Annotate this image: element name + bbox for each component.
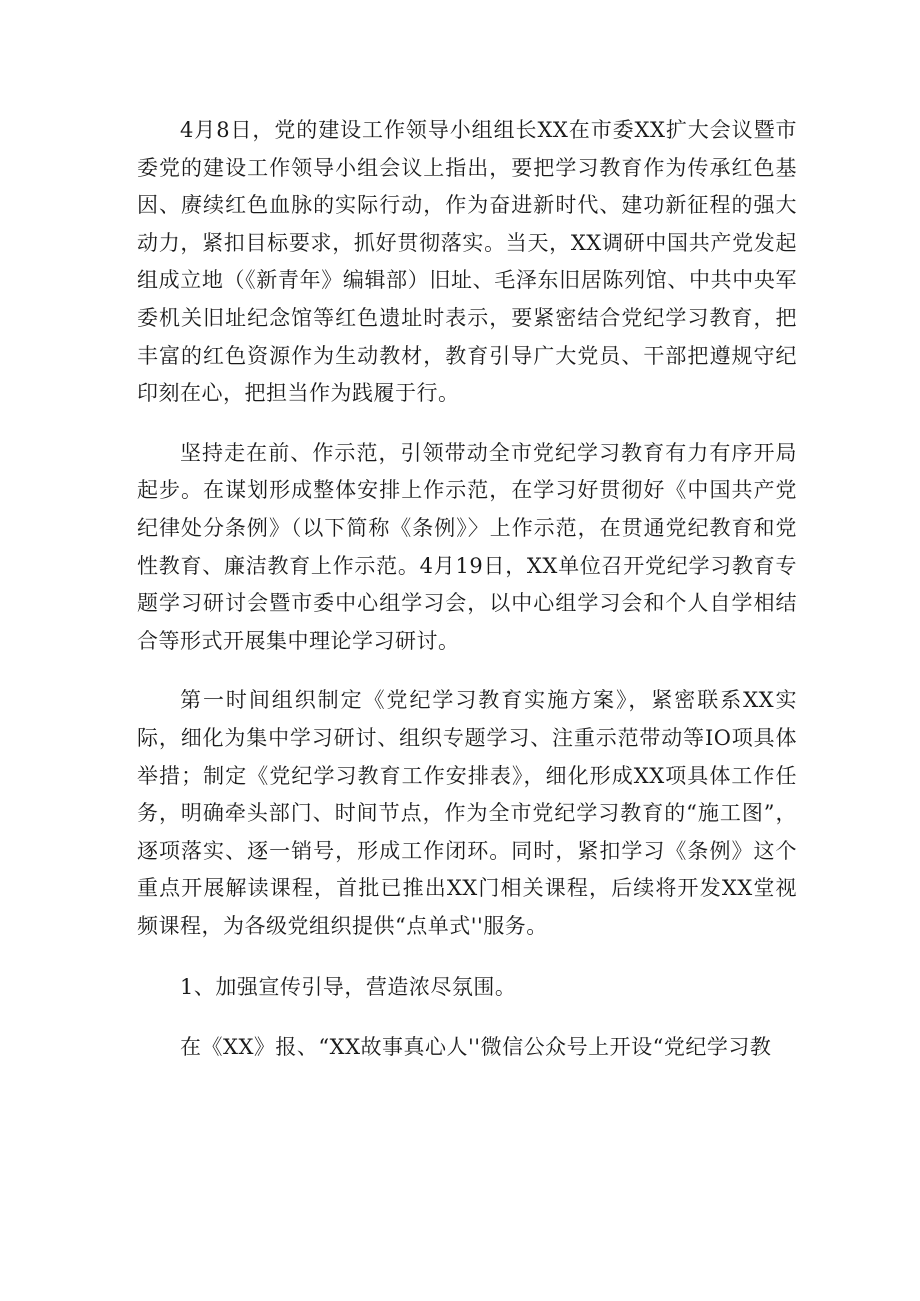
paragraph-media-column: 在《XX》报、“XX故事真心人''微信公众号上开设“党纪学习教 bbox=[180, 1035, 772, 1060]
document-body bbox=[137, 112, 797, 1067]
paragraph-implementation-plan: 第一时间组织制定《党纪学习教育实施方案》，紧密联系XX实际，细化为集中学习研讨、组织专题学习、注重示范带动等IO项具体举措；制定《党纪学习教育工作安排表》，细化形成XX项具体工作任务，明确牵头部门、时间节点，作为全市党纪学习教育的“施工图”，逐项落实、逐一销号，形成工作闭环。同时，紧扣学习《条例》这个重点开展解读课程，首批已推出XX门相关课程，后续将开发XX堂视频课程，为各级党组织提供“点单式''服务。 bbox=[137, 688, 797, 938]
paragraph-party-building-meeting: 4月8日，党的建设工作领导小组组长XX在市委XX扩大会议暨市委党的建设工作领导小组会议上指出，要把学习教育作为传承红色基因、赓续红色血脉的实际行动，作为奋进新时代、建功新征程的强大动力，紧扣目标要求，抓好贯彻落实。当天，XX调研中国共产党发起组成立地（《新青年》编辑部）旧址、毛泽东旧居陈列馆、中共中央军委机关旧址纪念馆等红色遗址时表示，要紧密结合党纪学习教育，把丰富的红色资源作为生动教材，教育引导广大党员、干部把遵规守纪印刻在心，把担当作为践履于行。 bbox=[137, 118, 797, 406]
section-heading-publicity: 1、加强宣传引导，营造浓尽氛围。 bbox=[180, 975, 517, 1000]
paragraph-lead-by-example: 坚持走在前、作示范，引领带动全市党纪学习教育有力有序开局起步。在谋划形成整体安排上作示范，在学习好贯彻好《中国共产党纪律处分条例》（以下简称《条例》〉上作示范，在贯通党纪教育和党性教育、廉洁教育上作示范。4月19日，XX单位召开党纪学习教育专题学习研讨会暨市委中心组学习会，以中心组学习会和个人自学相结合等形式开展集中理论学习研讨。 bbox=[137, 440, 797, 653]
